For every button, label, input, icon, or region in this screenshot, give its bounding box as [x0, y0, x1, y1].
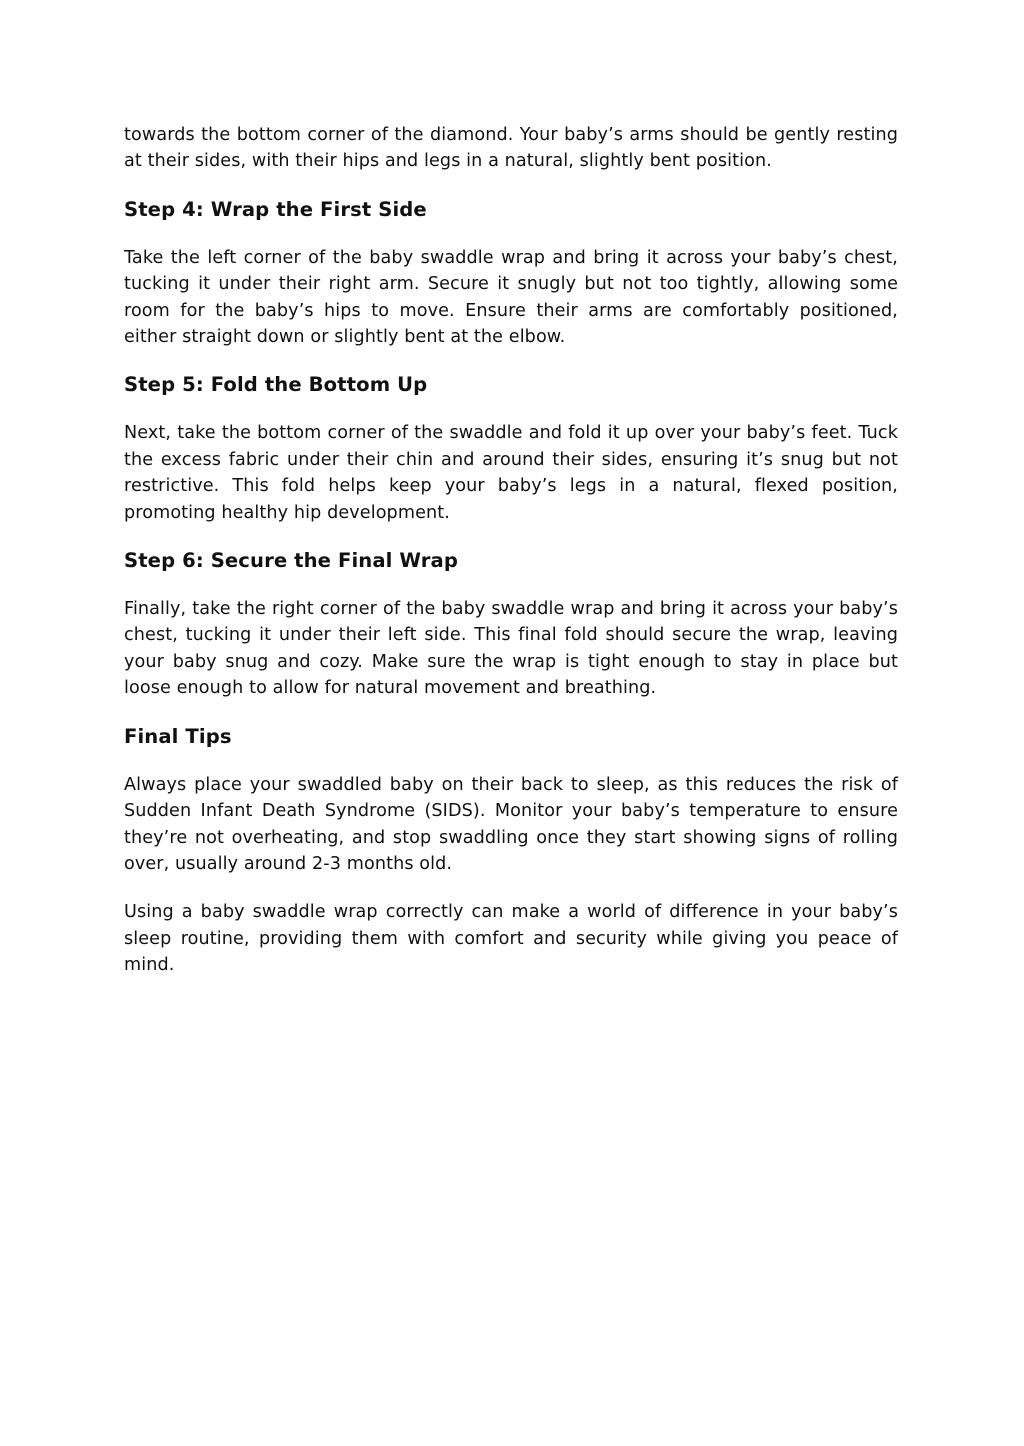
final-tips-paragraph-2: Using a baby swaddle wrap correctly can make a world of difference in your baby’s sleep routine, providing them with comfort and security while giving you peace of mind.	[124, 902, 898, 976]
intro-paragraph: towards the bottom corner of the diamond. Your baby’s arms should be gently resting at their sides, with their hips and legs in a natural, slightly bent position.	[124, 125, 898, 172]
step-6-heading: Step 6: Secure the Final Wrap	[124, 549, 458, 573]
final-tips-paragraph-1: Always place your swaddled baby on their back to sleep, as this reduces the risk of Sudden Infant Death Syndrome (SIDS). Monitor your baby’s temperature to ensure they’re not overheating, and stop swaddling once they start showing signs of rolling over, usually around 2-3 months old.	[124, 774, 898, 874]
final-tips-heading: Final Tips	[124, 724, 232, 748]
step-4-paragraph: Take the left corner of the baby swaddle wrap and bring it across your baby’s chest, tucking it under their right arm. Secure it snugly but not too tightly, allowing some room for the baby’s hips to move. Ensure their arms are comfortably positioned, either straight down or slightly bent at the elbow.	[124, 247, 898, 348]
step-6-paragraph: Finally, take the right corner of the baby swaddle wrap and bring it across your baby’s chest, tucking it under their left side. This final fold should secure the wrap, leaving your baby snug and cozy. Make sure the wrap is tight enough to stay in place but loose enough to allow for natural movement and breathing.	[124, 599, 898, 699]
step-5-heading: Step 5: Fold the Bottom Up	[124, 373, 428, 397]
document-page	[124, 122, 898, 979]
step-5-paragraph: Next, take the bottom corner of the swaddle and fold it up over your baby’s feet. Tuck the excess fabric under their chin and around their sides, ensuring it’s snug but not restrictive. This fold helps keep your baby’s legs in a natural, flexed position, promoting healthy hip development.	[124, 423, 898, 523]
step-4-heading: Step 4: Wrap the First Side	[124, 197, 427, 221]
